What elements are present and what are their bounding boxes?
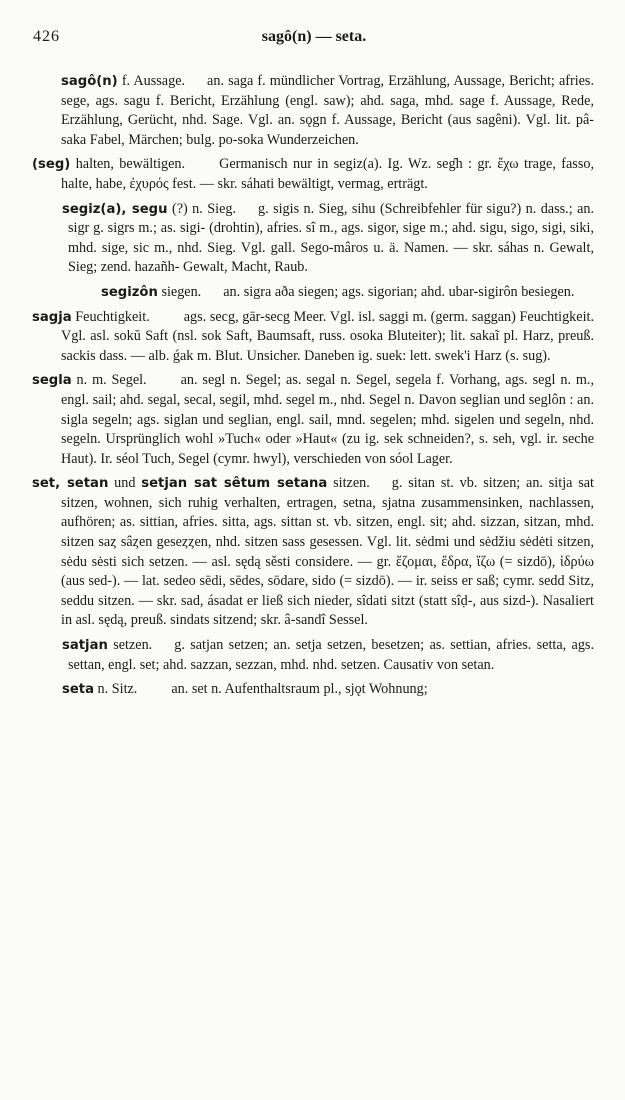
entry-headword: segizôn — [101, 284, 158, 300]
entry-satjan — [0, 636, 594, 675]
running-title: sagô(n) — seta. — [261, 28, 367, 45]
entry-gloss: n. m. Segel. — [76, 372, 147, 389]
entry-seg — [0, 155, 594, 194]
entry-body: ags. secg, gār-secg Meer. Vgl. isl. saggi m. (germ. saggan) Feuchtigkeit. Vgl. asl. sokŭ Saft (nsl. sok Saft, Baumsaft, russ. osoka Bluteiter); lit. sakaĩ pl. Harz, preuß. sackis dass. — alb. ǵak m. Blut. Unsicher. Daneben ig. suek: lett. swek'i Harz (s. sug). — [61, 308, 594, 364]
entry-gloss: setzen. — [113, 637, 153, 654]
page-number: 426 — [33, 28, 60, 45]
entry-headword: sagô(n) — [61, 74, 118, 89]
entry-body: g. satjan setzen; an. setja setzen, besetzen; as. settian, afries. setta, ags. settan, engl. set; ahd. sazzan, sezzan, mhd. nhd. setzen. Causativ von setan. — [68, 637, 594, 673]
entry-gloss: halten, bewältigen. — [75, 156, 186, 173]
entry-segla — [0, 371, 594, 469]
entry-headword: segla — [32, 373, 72, 389]
entry-gloss: (?) n. Sieg. — [171, 200, 237, 217]
entry-headword: seta — [62, 682, 94, 698]
entry-sagon — [0, 72, 594, 150]
page-header — [33, 28, 595, 50]
entry-segizon — [0, 283, 594, 303]
entry-body: an. saga f. mündlicher Vortrag, Erzählung, Aussage, Bericht; afries. sege, ags. sagu f. Bericht, Erzählung (engl. saw); ahd. saga, mhd. sage f. Aussage, Rede, Erzählung, Gerücht, nhd. Sage. Vgl. an. sǫgn f. Aussage, Bericht (aus sagêni). Vgl. lit. pâ-saka Fabel, Märchen; bulg. po-soka Wunderzeichen. — [61, 73, 594, 148]
entry-body: an. sigra aða siegen; ags. sigorian; ahd. ubar-sigirôn besiegen. — [223, 283, 575, 300]
entry-body: an. set n. Aufenthaltsraum pl., sjǫt Wohnung; — [171, 681, 428, 698]
entry-gloss: siegen. — [161, 283, 202, 300]
entry-set — [0, 474, 594, 631]
entry-headword: sagja — [32, 309, 72, 325]
entry-gloss: Feuchtigkeit. — [75, 308, 150, 325]
entry-body: Germanisch nur in segiz(a). Ig. Wz. seg̑h : gr. ἔχω trage, fasso, halte, habe, ἐχυρός fest. — skr. sáhati bewältigt, vermag, erträgt. — [61, 156, 594, 192]
entry-gloss: f. Aussage. — [121, 73, 186, 89]
entry-headword: set, setan — [32, 476, 109, 492]
entry-body: g. sigis n. Sieg, sihu (Schreibfehler für sigu?) n. dass.; an. sigr g. sigrs m.; as. sigi- (drohtin), afries. sî m., ags. sigor, sige m.; ahd. sigu, sigo, sigi, siki, mhd. sige, sic m., nhd. Sieg. Vgl. gall. Sego-mâros u. ä. Namen. — skr. sáhas n. Gewalt, Sieg; zend. hazañh- Gewalt, Macht, Raub. — [68, 200, 595, 276]
entry-headword: satjan — [62, 638, 108, 654]
entry-headword: (seg) — [32, 157, 71, 173]
entry-gloss: n. Sitz. — [97, 681, 138, 698]
entries-column — [0, 72, 625, 705]
entry-headword: segiz(a), segu — [62, 201, 168, 217]
entry-sagja — [0, 308, 594, 367]
entry-connector: und — [114, 475, 136, 492]
entry-body: g. sitan st. vb. sitzen; an. sitja sat sitzen, wohnen, sich ruhig verhalten, ertragen, setna, sjatna zusammensinken, nachlassen, aufhören; as. sittian, afries. sitta, ags. sittan st. vb. sitzen, engl. sit; ahd. sizzan, sitzan, mhd. sitzen saȥ sâȥen geseȥȥen, nhd. sitzen sass gesessen. Vgl. lit. sėdmi und sėdžiu sėdėti sitzen, sėdu sėsti sich setzen. — asl. sędą sěsti considere. — gr. ἕζομαι, ἕδρα, ἵζω (= sizdō), ἱδρύω (aus sed-). — lat. sedeo sēdi, sēdes, sōdare, sido (= sizdō). — ir. seiss er saß; cymr. sedd Sitz, seddu sitzen. — skr. sad, ásadat er ließ sich nieder, sîdati sitzt (statt sîḍ-, aus sizd-). Nasaliert in asl. sędą, preuß. sindats sitzend; skr. â-sandî Sessel. — [61, 475, 595, 629]
entry-segiza — [0, 200, 594, 278]
entry-body: an. segl n. Segel; as. segal n. Segel, segela f. Vorhang, ags. segl n. m., engl. sail; ahd. segal, secal, segil, mhd. segel m., nhd. Segel n. Davon seglian und seglôn : an. sigla segeln; ags. siglan und seglian, engl. sail, mnd. segelen; mhd. sigelen und segeln, nhd. segeln. Ursprünglich wohl »Tuch« oder »Haut« (zu ig. sek schneiden?, s. seh, vgl. ir. seche Haut). Ir. séol Tuch, Segel (cymr. hwyl), verschieden von sóol Lager. — [61, 372, 594, 467]
entry-seta — [0, 680, 594, 700]
entry-gloss: sitzen. — [333, 475, 370, 492]
entry-headword-2: setjan sat sêtum setana — [141, 476, 328, 492]
